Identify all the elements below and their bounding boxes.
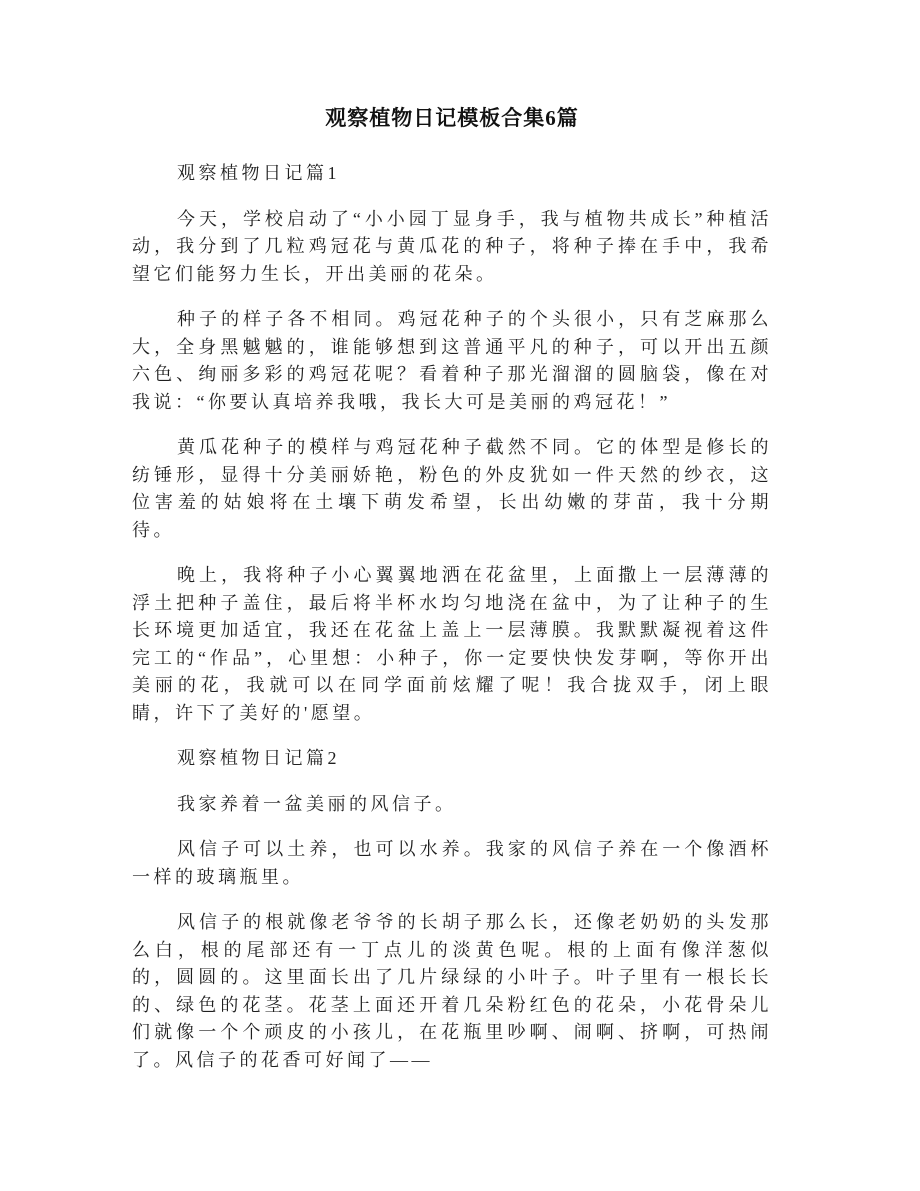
section-1-heading: 观察植物日记篇1 (177, 163, 340, 183)
section-1-paragraph-4: 晚上，我将种子小心翼翼地洒在花盆里，上面撒上一层薄薄的浮土把种子盖住，最后将半杯水均匀地浇在盆中，为了让种子的生长环境更加适宜，我还在花盆上盖上一层薄膜。我默默凝视着这件完工的“作品”，心里想：小种子，你一定要快快发芽啊，等你开出美丽的花，我就可以在同学面前炫耀了呢！我合拢双手，闭上眼睛，许下了美好的'愿望。 (132, 565, 772, 723)
section-2-paragraph-2: 风信子可以土养，也可以水养。我家的风信子养在一个像酒杯一样的玻璃瓶里。 (132, 839, 772, 887)
section-2-paragraph-3: 风信子的根就像老爷爷的长胡子那么长，还像老奶奶的头发那么白，根的尾部还有一丁点儿的淡黄色呢。根的上面有像洋葱似的，圆圆的。这里面长出了几片绿绿的小叶子。叶子里有一根长长的、绿色的花茎。花茎上面还开着几朵粉红色的花朵，小花骨朵儿们就像一个个顽皮的小孩儿，在花瓶里吵啊、闹啊、挤啊，可热闹了。风信子的花香可好闻了—— (132, 912, 772, 1070)
diary-section-2 (132, 745, 772, 1074)
section-2-heading: 观察植物日记篇2 (177, 748, 340, 768)
section-1-paragraph-1: 今天，学校启动了“小小园丁显身手，我与植物共成长”种植活动，我分到了几粒鸡冠花与黄瓜花的种子，将种子捧在手中，我希望它们能努力生长，开出美丽的花朵。 (132, 208, 772, 284)
section-1-paragraph-3: 黄瓜花种子的模样与鸡冠花种子截然不同。它的体型是修长的纺锤形，显得十分美丽娇艳，粉色的外皮犹如一件天然的纱衣，这位害羞的姑娘将在土壤下萌发希望，长出幼嫩的芽苗，我十分期待。 (132, 437, 772, 540)
diary-section-1 (132, 160, 772, 727)
section-1-paragraph-2: 种子的样子各不相同。鸡冠花种子的个头很小，只有芝麻那么大，全身黑魆魆的，谁能够想到这普通平凡的种子，可以开出五颜六色、绚丽多彩的鸡冠花呢？看着种子那光溜溜的圆脑袋，像在对我说：“你要认真培养我哦，我长大可是美丽的鸡冠花！” (132, 309, 772, 412)
section-2-paragraph-1: 我家养着一盆美丽的风信子。 (177, 793, 457, 814)
document-title: 观察植物日记模板合集6篇 (325, 106, 579, 130)
